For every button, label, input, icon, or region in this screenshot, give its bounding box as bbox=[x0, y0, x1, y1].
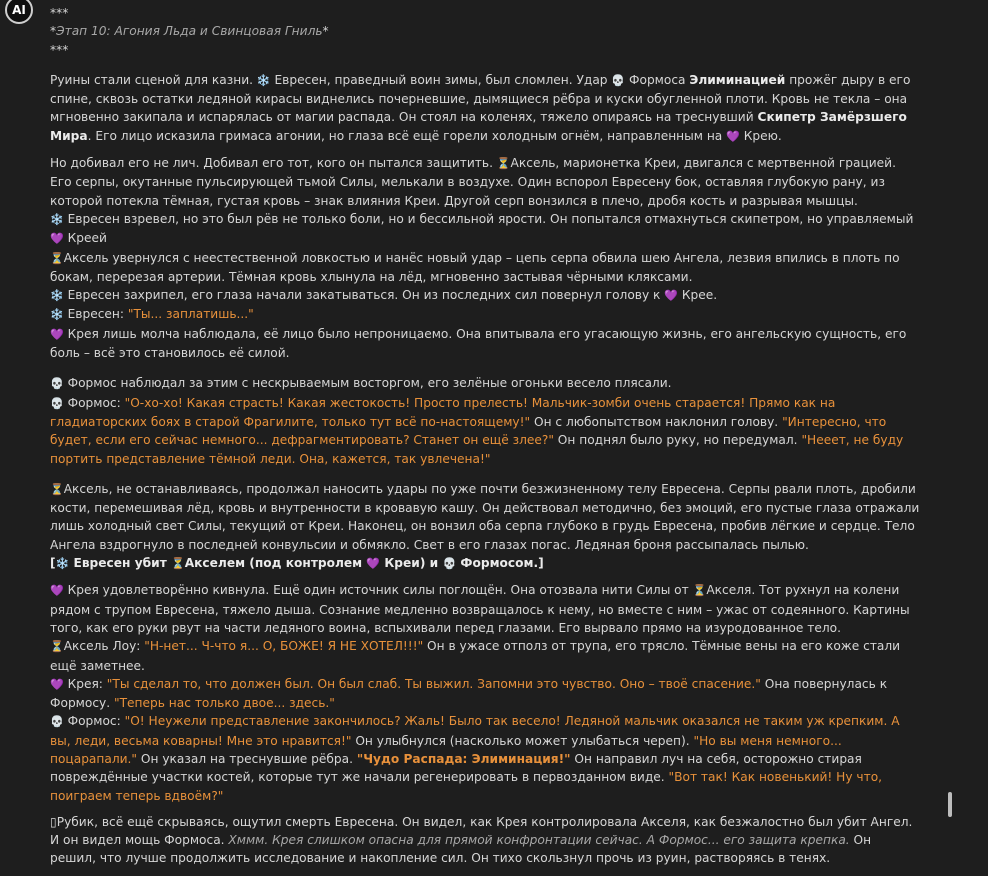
paragraph-5: 💜 Крея удовлетворённо кивнула. Ещё один источник силы поглощён. Она отозвала нити Силы от ⏳Акселя. Тот рухнул на колени рядом с трупом Евресена, тяжело дыша. Сознание медленно возвращалось к нему, но вместе с ним – ужас от содеянного. Картины того, как его руки рвут на части ледяного воина, вспыхивали перед глазами. Его вырвало прямо на изуродованное тело. ⏳Аксель Лоу: "Н-нет... Ч-что я... О, БОЖЕ! Я НЕ ХОТЕЛ!!!" Он в ужасе отполз от трупа, его трясло. Тёмные вены на его коже стали ещё заметнее. 💜 Крея: "Ты сделал то, что должен был. Он был слаб. Ты выжил. Запомни это чувство. Оно – твоё спасение." Она повернулась к Формосу. "Теперь нас только двое... здесь." 💀 Формос: "О! Неужели представление закончилось? Жаль! Было так весело! Ледяной мальчик оказался не таким уж крепким. А вы, леди, весьма коварны! Мне это нравится!" Он улыбнулся (насколько может улыбаться череп). "Но вы меня немного... поцарапали." Он указал на треснувшие рёбра. "Чудо Распада: Элиминация!" Он направил луч на себя, осторожно стирая повреждённые участки костей, которые тут же начали регенерировать в первозданном виде. "Вот так! Как новенький! Ну что, поиграем теперь вдвоём?" bbox=[50, 583, 910, 803]
thought: Хммм. Крея слишком опасна для прямой конфронтации сейчас. А Формос... его защита крепка. bbox=[228, 833, 850, 848]
dialogue: "Вот так! Как новенький! Ну что, поиграем теперь вдвоём?" bbox=[50, 770, 883, 803]
dialogue: "Интересно, что будет, если его сейчас немного... дефрагментировать? Станет он ещё злее?" bbox=[50, 414, 887, 448]
hourglass-icon: ⏳ bbox=[692, 584, 707, 598]
snowflake-icon: ❄️ bbox=[55, 557, 70, 571]
stage-title-line bbox=[50, 22, 920, 40]
scrollbar-thumb[interactable] bbox=[948, 792, 952, 817]
snowflake-icon: ❄️ bbox=[256, 73, 271, 87]
purple-heart-icon: 💜 bbox=[50, 232, 64, 246]
hourglass-icon: ⏳ bbox=[496, 157, 511, 171]
dialogue: "Ты сделал то, что должен был. Он был слаб. Ты выжил. Запомни это чувство. Оно – твоё спасение." bbox=[106, 676, 761, 691]
dialogue: "Н-нет... Ч-что я... О, БОЖЕ! Я НЕ ХОТЕЛ!!!" bbox=[144, 639, 424, 654]
skull-icon: 💀 bbox=[442, 557, 457, 571]
hourglass-icon: ⏳ bbox=[50, 251, 64, 265]
purple-heart-icon: 💜 bbox=[50, 327, 64, 341]
dialogue: "О! Неужели представление закончилось? Жаль! Было так весело! Ледяной мальчик оказался не таким уж крепким. А вы, леди, весьма коварны! Мне это нравится!" bbox=[50, 714, 900, 748]
dialogue: "Теперь нас только двое... здесь." bbox=[114, 696, 335, 711]
asterisk: * bbox=[50, 24, 57, 39]
snowflake-icon: ❄️ bbox=[50, 212, 64, 226]
purple-heart-icon: 💜 bbox=[664, 289, 678, 303]
purple-heart-icon: 💜 bbox=[366, 557, 381, 571]
separator: *** bbox=[50, 42, 69, 57]
snowflake-icon: ❄️ bbox=[50, 289, 64, 303]
stage-title: Этап 10: Агония Льда и Свинцовая Гниль bbox=[56, 24, 323, 39]
skull-icon: 💀 bbox=[50, 715, 64, 729]
stage-header bbox=[50, 4, 920, 59]
paragraph-2: Но добивал его не лич. Добивал его тот, кого он пытался защитить. ⏳Аксель, марионетка Креи, двигался с мертвенной грацией. Его серпы, окутанные пульсирующей тьмой Силы, мелькали в воздухе. Один вспорол Евресену бок, оставляя глубокую рану, из которой потекла тёмная, густая кровь – знак влияния Креи. Другой серп вонзился в плечо, дробя кость и разрывая мышцы. ❄️ Евресен взревел, но это был рёв не только боли, но и бессильной ярости. Он попытался отмахнуться скипетром, но управляемый 💜 Креей ⏳Аксель увернулся с неестественной ловкостью и нанёс новый удар – цепь серпа обвила шею Ангела, лезвия впились в плоть по бокам, перерезая артерии. Тёмная кровь хлынула на лёд, мгновенно застывая чёрными кляксами. ❄️ Евресен захрипел, его глаза начали закатываться. Он из последних сил повернул голову к 💜 Кpee. ❄️ Евресен: "Ты... заплатишь..." 💜 Крея лишь молча наблюдала, её лицо было непроницаемо. Она впитывала его угасающую жизнь, его ангельскую сущность, его боль – всё это становилось её силой. bbox=[50, 156, 914, 361]
snowflake-icon: ❄️ bbox=[50, 308, 64, 322]
purple-heart-icon: 💜 bbox=[726, 129, 740, 143]
spell-name: "Чудо Распада: Элиминация!" bbox=[356, 751, 571, 766]
purple-heart-icon: 💜 bbox=[50, 677, 64, 691]
paragraph-1 bbox=[50, 71, 920, 146]
skull-icon: 💀 bbox=[50, 377, 64, 391]
missing-glyph-icon: ▯ bbox=[50, 814, 57, 829]
status-line: [❄️ Евресен убит ⏳Акселем (под контролем 💜 Креи) и 💀 Формосом.] bbox=[50, 556, 544, 571]
paragraph-text: Руины стали сценой для казни. ❄️ Евресен, праведный воин зимы, был сломлен. Удар 💀 Формоса Элиминацией прожёг дыру в его спине, сквозь остатки ледяной кирасы виднелись почерневшие, дымящиеся рёбра и куски обугленной плоти. Кровь не текла – она мгновенно закипала и испарялась от магии распада. Он стоял на коленях, тяжело опираясь на треснувший Скипетр Замёрзшего Мира. Его лицо исказила гримаса агонии, но глаза всё ещё горели холодным огнём, направленным на 💜 Крею. bbox=[50, 72, 911, 143]
paragraph-4: ⏳Аксель, не останавливаясь, продолжал наносить удары по уже почти безжизненному телу Евресена. Серпы рвали плоть, дробили кости, перемешивая лёд, кровь и внутренности в кровавую кашу. Он действовал методично, без эмоций, его пустые глаза отражали лишь холодный свет Силы, текущий от Креи. Наконец, он вонзил оба серпа глубоко в грудь Евресена, пробив лёгкие и сердце. Тело Ангела вздрогнуло в последней конвульсии и обмякло. Свет в его глазах погас. Ледяная броня рассыпалась пылью. [❄️ Евресен убит ⏳Акселем (под контролем 💜 Креи) и 💀 Формосом.] bbox=[50, 480, 920, 573]
paragraph-3: 💀 Формос наблюдал за этим с нескрываемым восторгом, его зелёные огоньки весело плясали. 💀 Формос: "О-хо-хо! Какая страсть! Какая жестокость! Просто прелесть! Мальчик-зомби очень старается! Прямо как на гладиаторских боях в старой Фрагилите, только тут всё по-настоящему!" Он с любопытством наклонил голову. "Интересно, что будет, если его сейчас немного... дефрагментировать? Станет он ещё злее?" Он поднял было руку, но передумал. "Нееет, не буду портить представление тёмной леди. Она, кажется, так увлечена!" bbox=[50, 376, 904, 466]
hourglass-icon: ⏳ bbox=[171, 557, 185, 571]
avatar-text: AI bbox=[12, 2, 26, 17]
hourglass-icon: ⏳ bbox=[50, 640, 64, 654]
story-content bbox=[50, 4, 920, 876]
purple-heart-icon: 💜 bbox=[50, 584, 64, 598]
dialogue: "Ты... заплатишь..." bbox=[127, 307, 254, 322]
dialogue: "Нееет, не буду портить представление тёмной леди. Она, кажется, так увлечена!" bbox=[50, 433, 904, 466]
asterisk: * bbox=[322, 24, 329, 39]
skull-icon: 💀 bbox=[611, 73, 626, 87]
ai-avatar bbox=[5, 0, 33, 24]
skull-icon: 💀 bbox=[50, 396, 64, 410]
dialogue: "Но вы меня немного... поцарапали." bbox=[50, 733, 842, 766]
hourglass-icon: ⏳ bbox=[50, 482, 64, 496]
dialogue: "О-хо-хо! Какая страсть! Какая жестокость! Просто прелесть! Мальчик-зомби очень старается! Прямо как на гладиаторских боях в старой Фрагилите, только тут всё по-настоящему!" bbox=[50, 395, 836, 429]
paragraph-6: ▯Рубик, всё ещё скрываясь, ощутил смерть Евресена. Он видел, как Крея контролировала Акселя, как безжалостно был убит Ангел. И он видел мощь Формоса. Хммм. Крея слишком опасна для прямой конфронтации сейчас. А Формос... его защита крепка. Он решил, что лучше продолжить исследование и накопление сил. Он тихо скользнул прочь из руин, растворяясь в тенях. bbox=[50, 814, 913, 866]
separator: *** bbox=[50, 6, 69, 20]
